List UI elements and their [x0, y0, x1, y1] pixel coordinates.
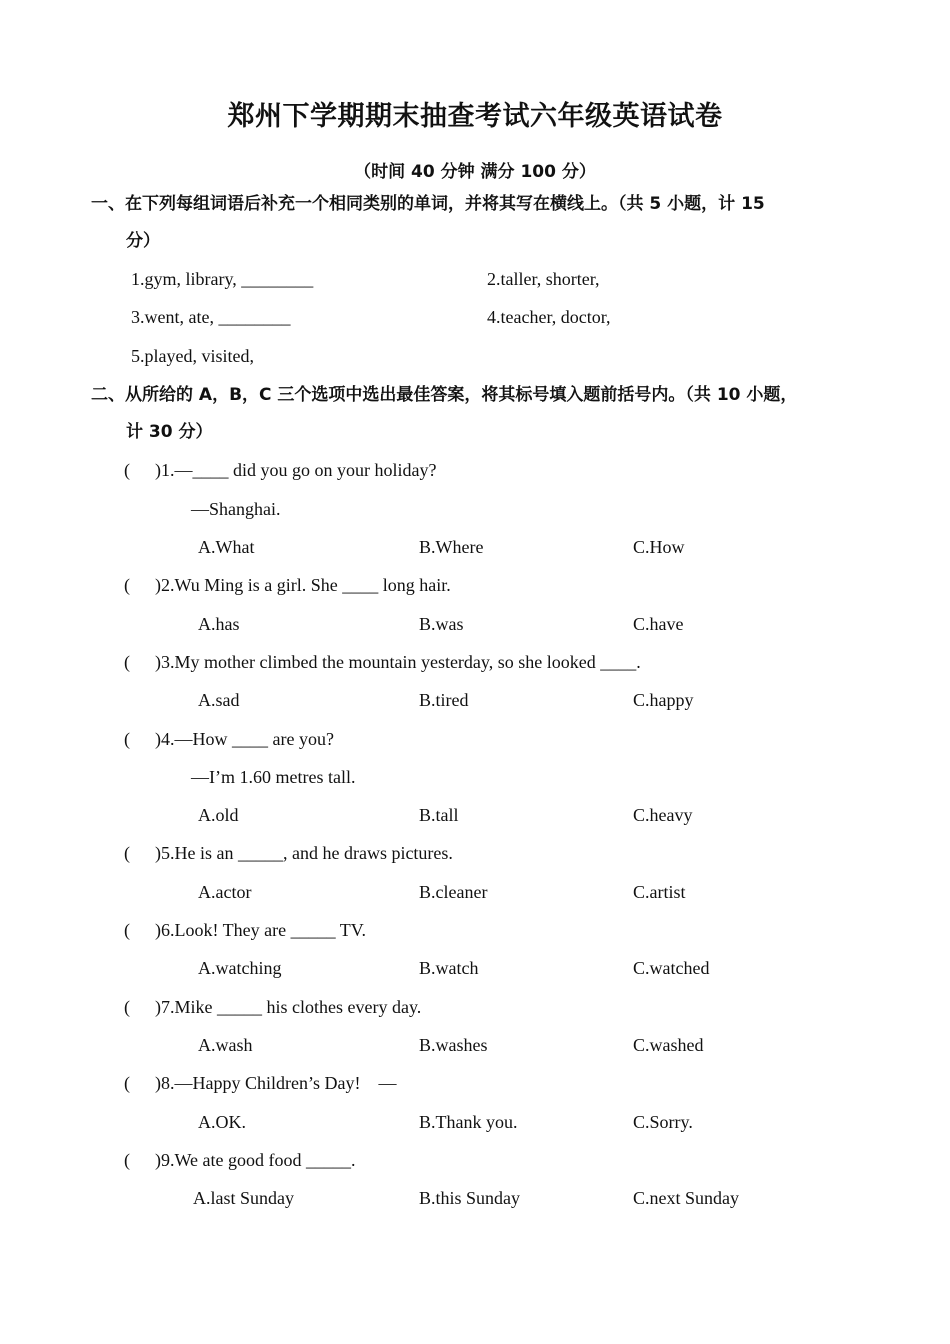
q9-stem: )9.We ate good food _____.: [155, 1150, 356, 1170]
q7-option-a: A.wash: [198, 1035, 253, 1055]
section2-heading-cont: 计 30 分）: [126, 422, 213, 442]
exam-subtitle: （时间 40 分钟 满分 100 分）: [354, 162, 596, 182]
q3-stem: )3.My mother climbed the mountain yesterday, so she looked ____.: [155, 652, 641, 672]
q8-option-a: A.OK.: [198, 1112, 246, 1132]
q5-stem: )5.He is an _____, and he draws pictures.: [155, 843, 453, 863]
q3-option-c: C.happy: [633, 690, 694, 710]
q8-option-c: C.Sorry.: [633, 1112, 693, 1132]
q8-stem: )8.—Happy Children’s Day! —: [155, 1073, 397, 1093]
q4-stem: )4.—How ____ are you?: [155, 729, 334, 749]
q6-option-b: B.watch: [419, 958, 479, 978]
q7-stem: )7.Mike _____ his clothes every day.: [155, 997, 422, 1017]
q7-paren: (: [124, 997, 130, 1017]
q2-option-c: C.have: [633, 614, 684, 634]
q9-option-b: B.this Sunday: [419, 1188, 521, 1208]
q3-option-b: B.tired: [419, 690, 469, 710]
q8-paren: (: [124, 1073, 130, 1093]
q6-paren: (: [124, 920, 130, 940]
q4-option-b: B.tall: [419, 805, 459, 825]
q5-paren: (: [124, 843, 130, 863]
q4-option-a: A.old: [198, 805, 239, 825]
q2-option-b: B.was: [419, 614, 464, 634]
q5-option-c: C.artist: [633, 882, 686, 902]
s1-item-3: 3.went, ate, ________: [131, 307, 291, 327]
q4-paren: (: [124, 729, 130, 749]
q8-option-b: B.Thank you.: [419, 1112, 518, 1132]
q1-option-b: B.Where: [419, 537, 484, 557]
q5-option-a: A.actor: [198, 882, 252, 902]
q4-option-c: C.heavy: [633, 805, 693, 825]
q1-paren: (: [124, 460, 130, 480]
q9-paren: (: [124, 1150, 130, 1170]
q3-paren: (: [124, 652, 130, 672]
q2-option-a: A.has: [198, 614, 240, 634]
q3-option-a: A.sad: [198, 690, 240, 710]
q9-option-c: C.next Sunday: [633, 1188, 739, 1208]
section1-heading: 一、在下列每组词语后补充一个相同类别的单词，并将其写在横线上。（共 5 小题，计 15: [91, 194, 765, 214]
q2-stem: )2.Wu Ming is a girl. She ____ long hair.: [155, 575, 451, 595]
s1-item-5: 5.played, visited,: [131, 346, 254, 366]
q4-reply: —I’m 1.60 metres tall.: [191, 767, 356, 787]
section2-heading: 二、从所给的 A，B，C 三个选项中选出最佳答案，将其标号填入题前括号内。（共 10 小题，: [91, 385, 798, 405]
q1-reply: —Shanghai.: [191, 499, 281, 519]
s1-item-2: 2.taller, shorter,: [487, 269, 600, 289]
q6-stem: )6.Look! They are _____ TV.: [155, 920, 366, 940]
q7-option-b: B.washes: [419, 1035, 488, 1055]
s1-item-4: 4.teacher, doctor,: [487, 307, 611, 327]
q1-option-a: A.What: [198, 537, 255, 557]
exam-title: 郑州下学期期末抽查考试六年级英语试卷: [227, 101, 723, 132]
s1-item-1: 1.gym, library, ________: [131, 269, 314, 289]
q9-option-a: A.last Sunday: [193, 1188, 294, 1208]
q7-option-c: C.washed: [633, 1035, 704, 1055]
q1-option-c: C.How: [633, 537, 685, 557]
q5-option-b: B.cleaner: [419, 882, 488, 902]
q6-option-a: A.watching: [198, 958, 282, 978]
q1-stem: )1.—____ did you go on your holiday?: [155, 460, 437, 480]
section1-heading-cont: 分）: [126, 231, 160, 251]
q6-option-c: C.watched: [633, 958, 710, 978]
q2-paren: (: [124, 575, 130, 595]
